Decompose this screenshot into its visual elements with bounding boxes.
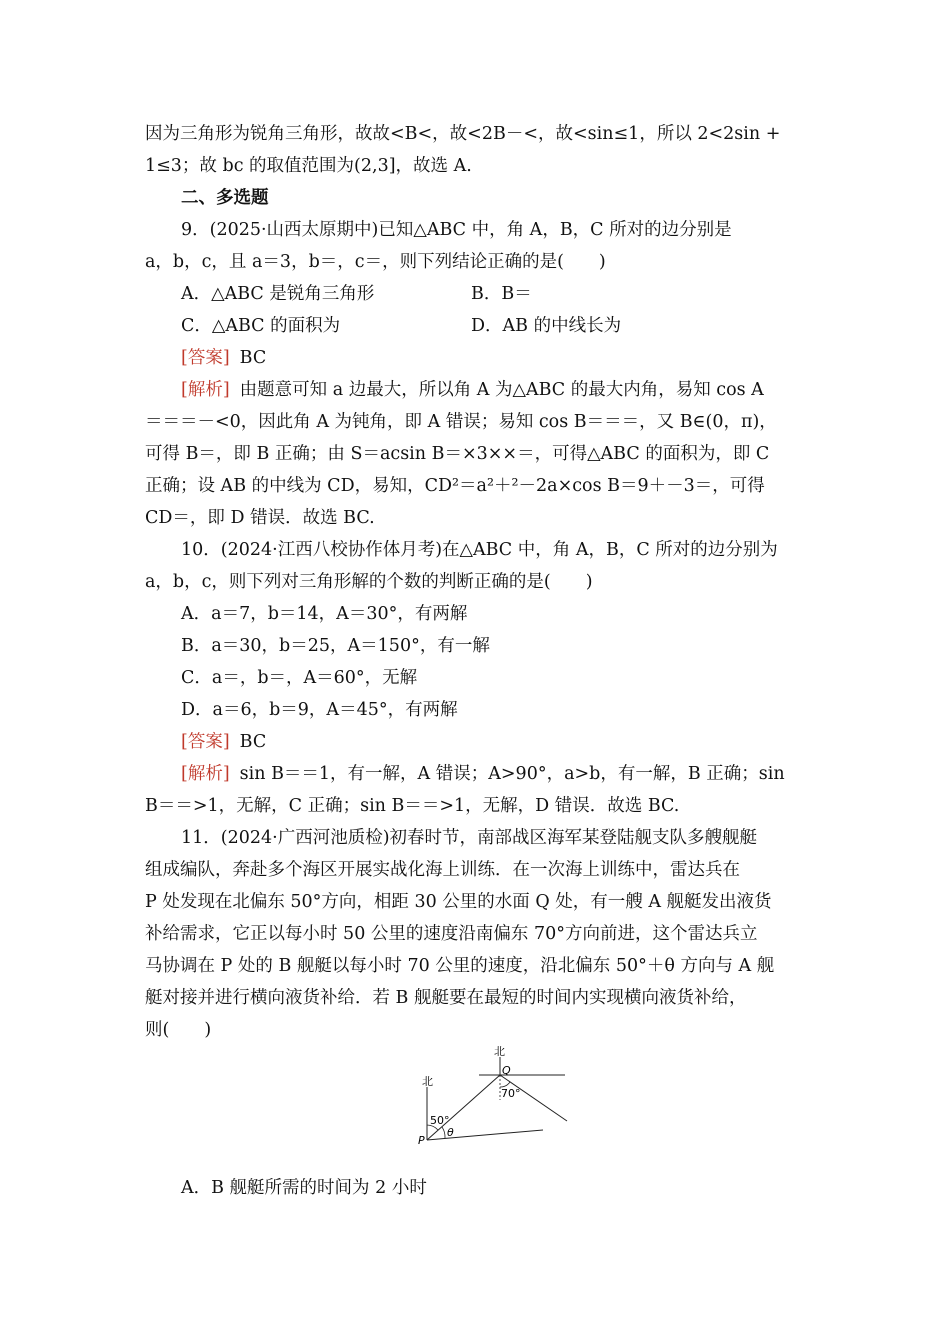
q9-analysis-line: CD＝，即 D 错误．故选 BC.	[145, 508, 375, 528]
question-11-stem-line: P 处发现在北偏东 50°方向，相距 30 公里的水面 Q 处，有一艘 A 舰艇发出液货	[145, 892, 772, 912]
q11-option-a: A．B 舰艇所需的时间为 2 小时	[181, 1178, 427, 1198]
north-label-q: 北	[494, 1045, 505, 1058]
analysis-text: 由题意可知 a 边最大，所以角 A 为△ABC 的最大内角，易知 cos A	[239, 380, 764, 400]
q10-option-a: A．a＝7，b＝14，A＝30°，有两解	[181, 604, 468, 624]
question-11-stem: 11．(2024·广西河池质检)初春时节，南部战区海军某登陆舰支队多艘舰艇	[181, 828, 758, 848]
q10-option-d: D．a＝6，b＝9，A＝45°，有两解	[181, 700, 458, 720]
q10-option-b: B．a＝30，b＝25，A＝150°，有一解	[181, 636, 490, 656]
q9-option-b: B．B＝	[471, 284, 532, 304]
question-11-stem-line: 艇对接并进行横向液货补给．若 B 舰艇要在最短的时间内实现横向液货补给，	[145, 988, 747, 1008]
point-p-label: P	[418, 1134, 425, 1147]
angle-70-label: 70°	[501, 1087, 521, 1100]
question-9-stem-cont: a，b，c，且 a＝3，b＝，c＝，则下列结论正确的是( )	[145, 252, 606, 272]
question-9-stem: 9．(2025·山西太原期中)已知△ABC 中，角 A，B，C 所对的边分别是	[181, 220, 732, 240]
document-page	[145, 118, 810, 1046]
north-label-p: 北	[422, 1075, 433, 1088]
q10-option-c: C．a＝，b＝，A＝60°，无解	[181, 668, 418, 688]
q9-analysis-first	[145, 374, 810, 406]
question-10-stem-cont: a，b，c，则下列对三角形解的个数的判断正确的是( )	[145, 572, 593, 592]
angle-theta-arc	[442, 1127, 445, 1138]
question-11-stem-line: 补给需求，它正以每小时 50 公里的速度沿南偏东 70°方向前进，这个雷达兵立	[145, 924, 758, 944]
answer-text: BC	[239, 732, 267, 752]
theta-label: θ	[447, 1126, 454, 1139]
q9-option-a: A．△ABC 是锐角三角形	[181, 284, 375, 304]
q9-options-row-1	[145, 278, 810, 310]
text-line: 因为三角形为锐角三角形，故故<B<，故<2B－<，故<sin≤1，所以 2<2sin +	[145, 124, 781, 144]
pq-line	[427, 1075, 500, 1140]
text-line: 1≤3；故 bc 的取值范围为(2,3]，故选 A.	[145, 156, 472, 176]
q10-analysis-first	[145, 758, 810, 790]
q10-analysis-line: B＝＝>1，无解，C 正确；sin B＝＝>1，无解，D 错误．故选 BC.	[145, 796, 680, 816]
question-11-stem-line: 组成编队，奔赴多个海区开展实战化海上训练．在一次海上训练中，雷达兵在	[145, 860, 740, 880]
q9-option-c: C．△ABC 的面积为	[181, 316, 341, 336]
question-11-stem-line: 则( )	[145, 1020, 212, 1040]
analysis-text: sin B＝＝1，有一解，A 错误；A>90°，a>b，有一解，B 正确；sin	[239, 764, 785, 784]
answer-tag: [答案]	[181, 348, 230, 368]
answer-text: BC	[239, 348, 267, 368]
q9-option-d: D．AB 的中线长为	[471, 316, 622, 336]
q9-analysis-line: 可得 B＝，即 B 正确；由 S＝acsin B＝×3××＝，可得△ABC 的面积为，即 C	[145, 444, 770, 464]
section-heading: 二、多选题	[181, 188, 269, 208]
point-q-label: Q	[502, 1064, 511, 1077]
question-11-stem-line: 马协调在 P 处的 B 舰艇以每小时 70 公里的速度，沿北偏东 50°＋θ 方向与 A 舰	[145, 956, 775, 976]
navigation-diagram	[415, 1045, 575, 1155]
answer-tag: [答案]	[181, 732, 230, 752]
q9-answer	[145, 342, 810, 374]
q10-answer	[145, 726, 810, 758]
analysis-tag: [解析]	[181, 380, 230, 400]
analysis-tag: [解析]	[181, 764, 230, 784]
angle-50-label: 50°	[430, 1114, 450, 1127]
q9-analysis-line: 正确；设 AB 的中线为 CD，易知，CD²＝a²＋²－2a×cos B＝9＋－3＝，可得	[145, 476, 765, 496]
q9-analysis-line: ＝＝＝－<0，因此角 A 为钝角，即 A 错误；易知 cos B＝＝＝，又 B∈(0，π)，	[145, 412, 777, 432]
question-10-stem: 10．(2024·江西八校协作体月考)在△ABC 中，角 A，B，C 所对的边分别为	[181, 540, 778, 560]
q9-options-row-2	[145, 310, 810, 342]
